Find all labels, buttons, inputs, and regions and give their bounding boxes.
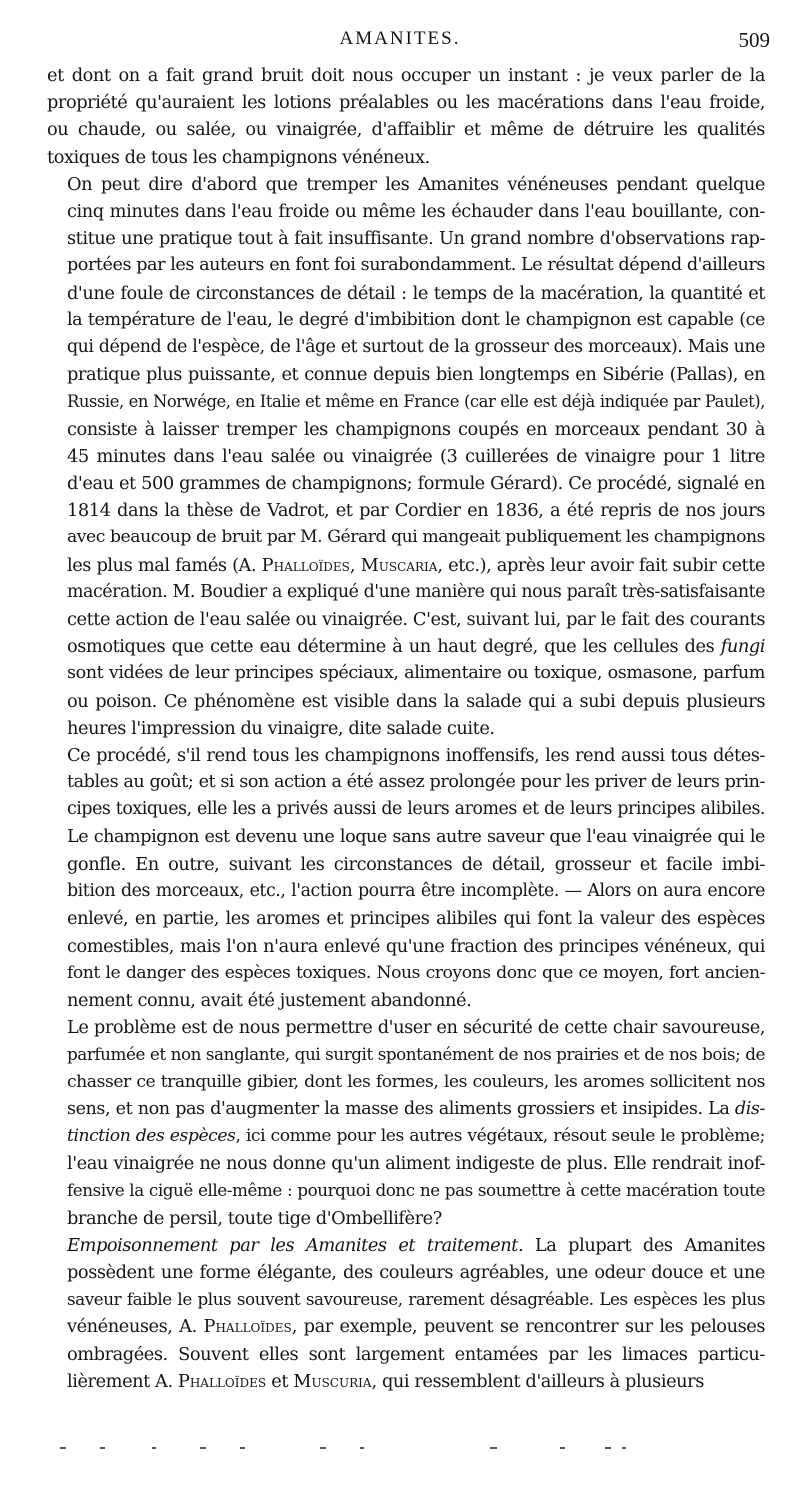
- text-line: 1814 dans la thèse de Vadrot, et par Cordier en 1836, a été repris de nos jours: [67, 500, 765, 522]
- text-line: l'eau vinaigrée ne nous donne qu'un aliment indigeste de plus. Elle rendrait inof-: [67, 1153, 765, 1175]
- text-line: bition des morceaux, etc., l'action pourra être incomplète. — Alors on aura encore: [67, 881, 765, 902]
- paragraph: [47, 62, 765, 171]
- text-line: cipes toxiques, elle les a privés aussi de leurs aromes et de leurs principes alibiles.: [67, 799, 765, 820]
- text-line: et dont on a fait grand bruit doit nous occuper un instant : je veux parler de la: [47, 65, 765, 86]
- text-line: les plus mal famés (A. Phalloïdes, Muscaria, etc.), après leur avoir fait subir cette: [67, 554, 765, 576]
- text-line: tables au goût; et si son action a été assez prolongée pour les priver de leurs prin-: [67, 772, 765, 793]
- text-line: Ce procédé, s'il rend tous les champignons inoffensifs, les rend aussi tous détes-: [67, 745, 765, 767]
- paragraph: [47, 1014, 765, 1232]
- text-line: cette action de l'eau salée ou vinaigrée. C'est, suivant lui, par le fait des courants: [67, 609, 765, 631]
- text-line: ombragées. Souvent elles sont largement entamées par les limaces particu-: [67, 1343, 765, 1365]
- text-line: sont vidées de leur principes spéciaux, alimentaire ou toxique, osmasone, parfum: [67, 663, 765, 684]
- text-line: 45 minutes dans l'eau salée ou vinaigrée (3 cuillerées de vinaigre pour 1 litre: [67, 445, 765, 467]
- text-line: Russie, en Norwége, en Italie et même en France (car elle est déjà indiquée par Paulet),: [67, 392, 765, 412]
- body-text: [47, 62, 765, 1395]
- text-line: Le champignon est devenu une loque sans autre saveur que l'eau vinaigrée qui le: [67, 826, 765, 847]
- paragraph: [47, 171, 765, 742]
- text-line: enlevé, en partie, les aromes et principes alibiles qui font la valeur des espèces: [67, 908, 765, 930]
- text-line: nement connu, avait été justement abandonné.: [67, 989, 472, 1011]
- text-line: ou poison. Ce phénomène est visible dans la salade qui a subi depuis plusieurs: [67, 690, 765, 712]
- text-line: avec beaucoup de bruit par M. Gérard qui mangeait publiquement les champignons: [67, 527, 765, 548]
- text-line: d'eau et 500 grammes de champignons; formule Gérard). Ce procédé, signalé en: [67, 473, 765, 495]
- text-line: font le danger des espèces toxiques. Nous croyons donc que ce moyen, fort ancien-: [67, 962, 765, 983]
- text-line: parfumée et non sanglante, qui surgit spontanément de nos prairies et de nos bois; de: [67, 1044, 765, 1065]
- text-line: propriété qu'auraient les lotions préalables ou les macérations dans l'eau froide,: [47, 92, 765, 114]
- text-line: chasser ce tranquille gibier, dont les formes, les couleurs, les aromes sollicitent nos: [67, 1071, 765, 1092]
- text-line: qui dépend de l'espèce, de l'âge et surtout de la grosseur des morceaux). Mais une: [67, 337, 765, 358]
- page-header: [0, 28, 800, 58]
- text-line: branche de persil, toute tige d'Ombellifère?: [67, 1207, 442, 1229]
- running-head: AMANITES.: [339, 28, 461, 49]
- text-line: saveur faible le plus souvent savoureuse, rarement désagréable. Les espèces les plus: [67, 1289, 765, 1310]
- text-line: gonfle. En outre, suivant les circonstances de détail, grosseur et facile imbi-: [67, 853, 765, 875]
- text-line: fensive la ciguë elle-même : pourquoi donc ne pas soumettre à cette macération toute: [67, 1180, 765, 1201]
- text-line: pratique plus puissante, et connue depuis bien longtemps en Sibérie (Pallas), en: [67, 364, 765, 386]
- text-line: consiste à laisser tremper les champignons coupés en morceaux pendant 30 à: [67, 418, 765, 440]
- paragraph: [47, 742, 765, 1014]
- text-line: macération. M. Boudier a expliqué d'une manière qui nous paraît très-satisfaisante: [67, 581, 765, 602]
- page-number: 509: [738, 28, 770, 52]
- paragraph: [47, 1232, 765, 1395]
- text-line: ou chaude, ou salée, ou vinaigrée, d'affaiblir et même de détruire les qualités: [47, 119, 765, 141]
- text-line: portées par les auteurs en font foi surabondamment. Le résultat dépend d'ailleurs: [67, 255, 765, 276]
- text-line: On peut dire d'abord que tremper les Amanites vénéneuses pendant quelque: [67, 173, 765, 195]
- text-line: tinction des espèces, ici comme pour les autres végétaux, résout seule le problème;: [67, 1125, 765, 1146]
- text-line: Empoisonnement par les Amanites et traitement. La plupart des Amanites: [67, 1234, 765, 1256]
- text-line: toxiques de tous les champignons vénéneux.: [47, 146, 430, 168]
- text-line: la température de l'eau, le degré d'imbibition dont le champignon est capable (ce: [67, 309, 765, 330]
- text-line: stitue une pratique tout à fait insuffisante. Un grand nombre d'observations rap-: [67, 228, 765, 250]
- text-line: possèdent une forme élégante, des couleurs agréables, une odeur douce et une: [67, 1261, 765, 1283]
- footer-print-marks: [60, 1447, 700, 1451]
- text-line: Le problème est de nous permettre d'user en sécurité de cette chair savoureuse,: [67, 1017, 765, 1039]
- text-line: vénéneuses, A. Phalloïdes, par exemple, peuvent se rencontrer sur les pelouses: [67, 1316, 765, 1338]
- text-line: osmotiques que cette eau détermine à un haut degré, que les cellules des fungi: [67, 636, 765, 658]
- text-line: sens, et non pas d'augmenter la masse des aliments grossiers et insipides. La dis-: [67, 1098, 765, 1119]
- text-line: comestibles, mais l'on n'aura enlevé qu'une fraction des principes vénéneux, qui: [67, 935, 765, 957]
- text-line: d'une foule de circonstances de détail : le temps de la macération, la quantité et: [67, 282, 765, 304]
- text-line: cinq minutes dans l'eau froide ou même les échauder dans l'eau bouillante, con-: [67, 201, 765, 223]
- text-line: lièrement A. Phalloïdes et Muscuria, qui ressemblent d'ailleurs à plusieurs: [67, 1370, 704, 1392]
- text-line: heures l'impression du vinaigre, dite salade cuite.: [67, 717, 495, 739]
